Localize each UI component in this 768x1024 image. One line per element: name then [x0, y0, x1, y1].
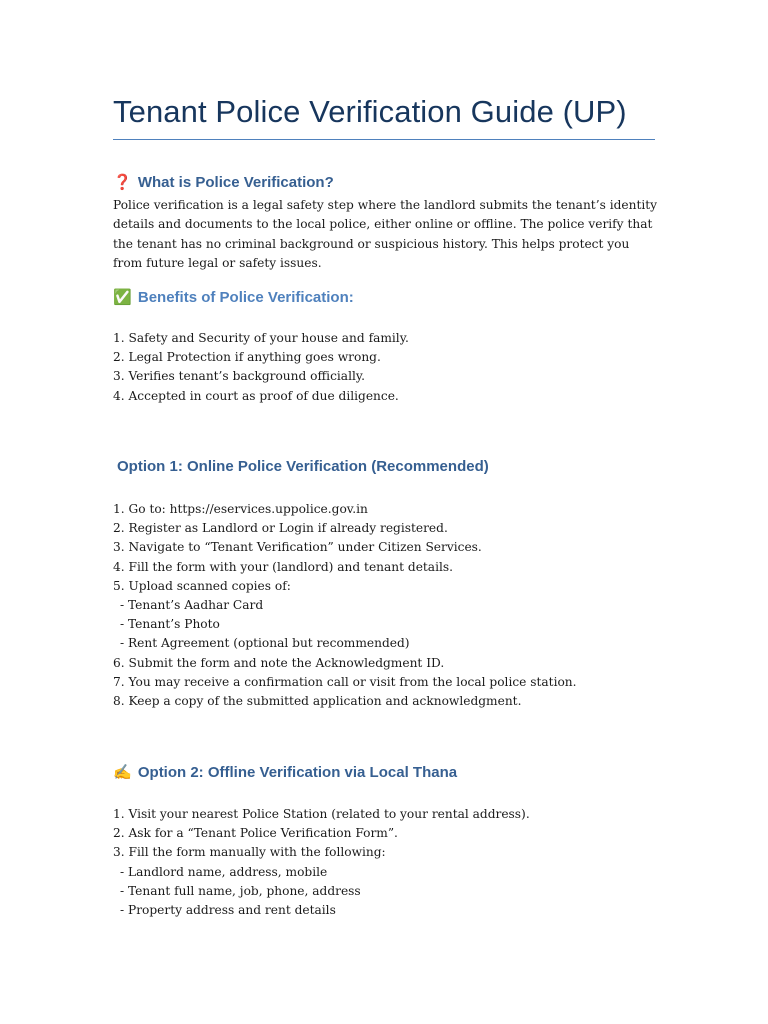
list-item: 2. Register as Landlord or Login if already registered.	[113, 521, 448, 536]
list-item: 2. Legal Protection if anything goes wrong.	[113, 350, 381, 365]
list-item: 2. Ask for a “Tenant Police Verification Form”.	[113, 826, 398, 841]
list-item: - Tenant’s Photo	[120, 617, 220, 632]
list-item: 1. Safety and Security of your house and family.	[113, 331, 409, 345]
heading-text: Option 1: Online Police Verification (Recommended)	[117, 458, 489, 475]
section-heading-option-2	[113, 763, 457, 781]
list-item: 1. Go to: https://eservices.uppolice.gov.in	[113, 502, 368, 516]
document-title: Tenant Police Verification Guide (UP)	[113, 94, 627, 129]
list-item: 3. Fill the form manually with the following:	[113, 845, 386, 860]
list-item: - Tenant’s Aadhar Card	[120, 598, 264, 613]
list-item: - Rent Agreement (optional but recommended)	[120, 636, 410, 651]
heading-text: Benefits of Police Verification:	[137, 289, 354, 306]
list-item: 3. Navigate to “Tenant Verification” under Citizen Services.	[113, 540, 482, 555]
list-item: 6. Submit the form and note the Acknowledgment ID.	[113, 655, 445, 670]
check-icon: ✅	[113, 289, 132, 306]
option-1-steps	[113, 500, 577, 711]
heading-text: What is Police Verification?	[137, 174, 334, 191]
list-item: 8. Keep a copy of the submitted application and acknowledgment.	[113, 694, 522, 709]
list-item: 3. Verifies tenant’s background officially.	[113, 369, 366, 384]
list-item: 5. Upload scanned copies of:	[113, 578, 291, 593]
title-underline	[113, 139, 655, 140]
list-item: 4. Fill the form with your (landlord) and tenant details.	[113, 559, 453, 574]
writing-hand-icon: ✍	[113, 764, 132, 781]
list-item: - Tenant full name, job, phone, address	[120, 883, 361, 898]
list-item: - Landlord name, address, mobile	[120, 864, 328, 879]
section-heading-benefits	[113, 288, 354, 306]
option-2-steps	[113, 805, 530, 920]
section-heading-what-is	[113, 173, 334, 191]
what-is-paragraph: Police verification is a legal safety step where the landlord submits the tenant’s identity details and documents to the local police, either online or offline. The police verify that the tenant has no criminal background or suspicious history. This helps protect you from future legal or safety issues.	[113, 198, 658, 271]
benefits-list	[113, 329, 409, 406]
list-item: 1. Visit your nearest Police Station (related to your rental address).	[113, 807, 530, 821]
list-item: - Property address and rent details	[120, 903, 336, 918]
list-item: 4. Accepted in court as proof of due diligence.	[113, 388, 399, 403]
section-heading-option-1	[117, 458, 489, 475]
question-icon: ❓	[113, 174, 132, 191]
list-item: 7. You may receive a confirmation call or visit from the local police station.	[113, 674, 577, 689]
heading-text: Option 2: Offline Verification via Local Thana	[137, 764, 458, 781]
